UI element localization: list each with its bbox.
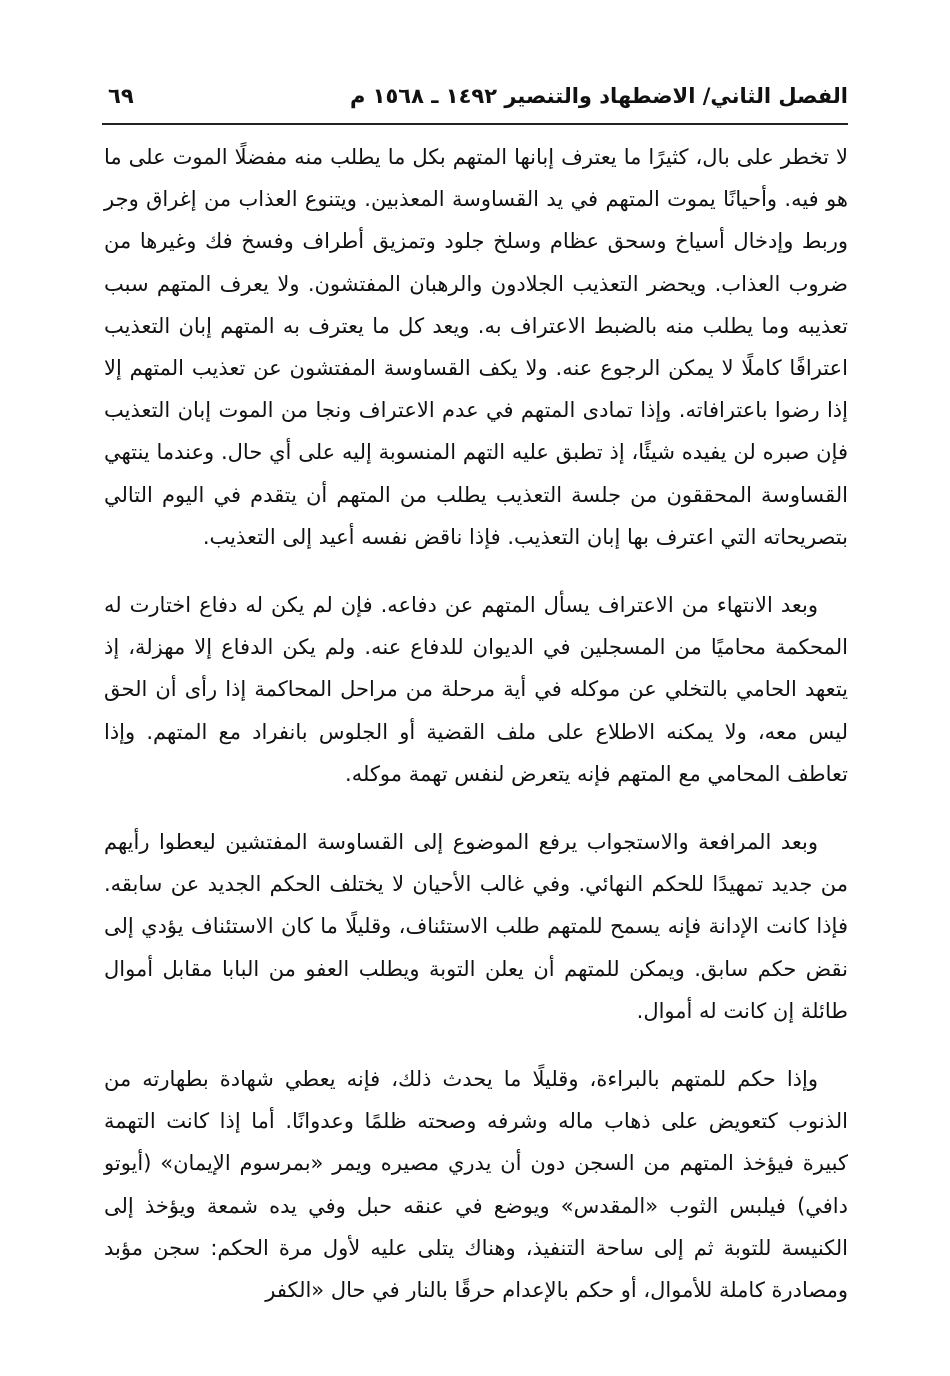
paragraph-4: وإذا حكم للمتهم بالبراءة، وقليلًا ما يحدث ذلك، فإنه يعطي شهادة بطهارته من الذنوب كتعويض على ذهاب ماله وشرفه وصحته ظلمًا وعدوانًا. أما إذا كانت التهمة كبيرة فيؤخذ المتهم من السجن دون أن يدري مصيره ويمر «بمرسوم الإيمان» (أيوتو دافي) فيلبس الثوب «المقدس» ويوضع في عنقه حبل وفي يده شمعة ويؤخذ إلى الكنيسة للتوبة ثم إلى ساحة التنفيذ، وهناك يتلى عليه لأول مرة الحكم: سجن مؤبد ومصادرة كاملة للأموال، أو حكم بالإعدام حرقًا بالنار في حال «الكفر [104,1067,848,1303]
paragraph-1: لا تخطر على بال، كثيرًا ما يعترف إبانها المتهم بكل ما يطلب منه مفضلًا الموت على ما هو فيه. وأحيانًا يموت المتهم في يد القساوسة المعذبين. ويتنوع العذاب من إغراق وجر وربط وإدخال أسياخ وسحق عظام وسلخ جلود وتمزيق أطراف وفسخ فك وغيرها من ضروب العذاب. ويحضر التعذيب الجلادون والرهبان المفتشون. ولا يعرف المتهم سبب تعذيبه وما يطلب منه بالضبط الاعتراف به. ويعد كل ما يعترف به المتهم إبان التعذيب اعترافًا كاملًا لا يمكن الرجوع عنه. ولا يكف القساوسة المفتشون عن تعذيب المتهم إلا إذا رضوا باعترافاته. وإذا تمادى المتهم في عدم الاعتراف ونجا من الموت إبان التعذيب فإن صبره لن يفيده شيئًا، إذ تطبق عليه التهم المنسوبة إليه على أي حال. وعندما ينتهي القساوسة المحققون من جلسة التعذيب يطلب من المتهم أن يتقدم في اليوم التالي بتصريحاته التي اعترف بها إبان التعذيب. فإذا ناقض نفسه أعيد إلى التعذيب. [104,145,848,549]
paragraph-3: وبعد المرافعة والاستجواب يرفع الموضوع إلى القساوسة المفتشين ليعطوا رأيهم من جديد تمهيدًا للحكم النهائي. وفي غالب الأحيان لا يختلف الحكم الجديد عن سابقه. فإذا كانت الإدانة فإنه يسمح للمتهم طلب الاستئناف، وقليلًا ما كان الاستئناف يؤدي إلى نقض حكم سابق. ويمكن للمتهم أن يعلن التوبة ويطلب العفو من البابا مقابل أموال طائلة إن كانت له أموال. [104,830,848,1023]
header-divider [102,123,848,125]
body-text [104,136,848,1311]
running-header [102,84,848,124]
chapter-title: الفصل الثاني/ الاضطهاد والتنصير ١٤٩٢ ـ ١٥٦٨ م [349,84,848,108]
page-number: ٦٩ [108,84,134,108]
paragraph-2: وبعد الانتهاء من الاعتراف يسأل المتهم عن دفاعه. فإن لم يكن له دفاع اختارت له المحكمة محاميًا من المسجلين في الديوان للدفاع عنه. ولم يكن الدفاع إلا مهزلة، إذ يتعهد الحامي بالتخلي عن موكله في أية مرحلة من مراحل المحاكمة إذا رأى أن الحق ليس معه، ولا يمكنه الاطلاع على ملف القضية أو الجلوس بانفراد مع المتهم. وإذا تعاطف المحامي مع المتهم فإنه يتعرض لنفس تهمة موكله. [104,593,848,786]
